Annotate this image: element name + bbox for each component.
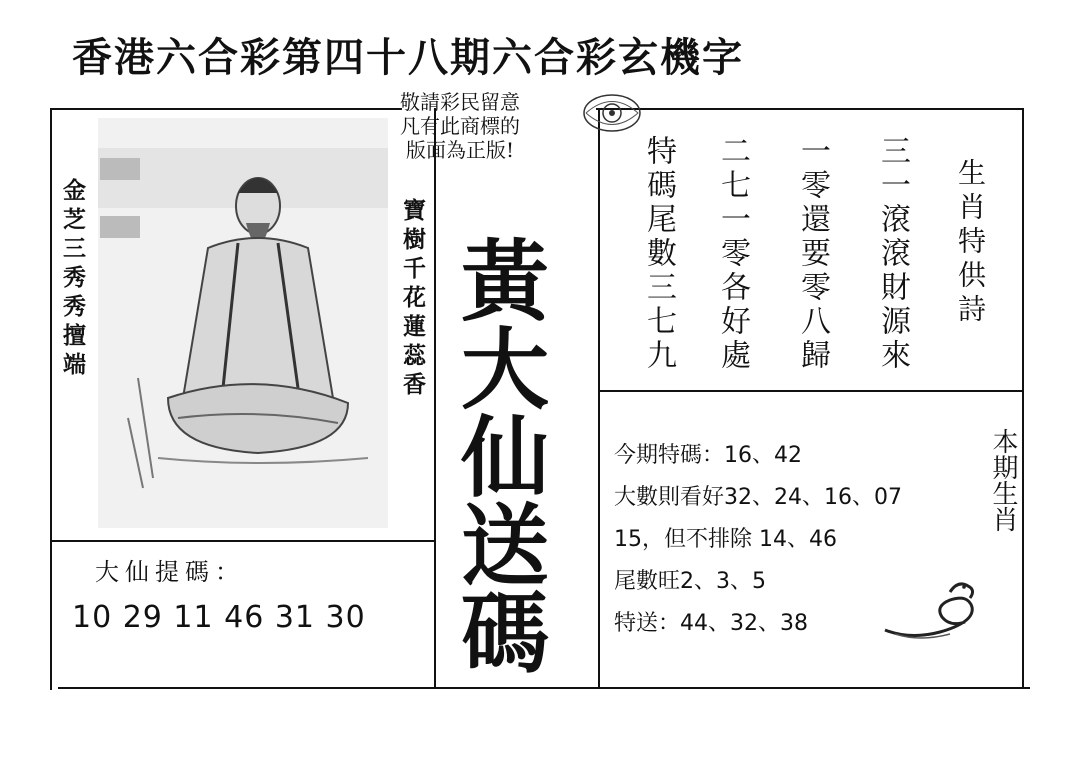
notice-line-1: 敬請彩民留意 xyxy=(400,90,520,114)
big-numbers-line-2: 15，但不排除 14、46 xyxy=(614,527,837,552)
tip-label: 大仙提碼： xyxy=(95,558,245,586)
send-numbers: 特送：44、32、38 xyxy=(614,611,808,636)
poem-line-1: 三一滾滾財源來 xyxy=(875,135,910,373)
authenticity-notice xyxy=(400,90,520,162)
page-title: 香港六合彩第四十八期六合彩玄機字 xyxy=(72,34,744,81)
figure-illustration-icon xyxy=(98,118,388,528)
notice-line-3: 版面為正版! xyxy=(405,138,515,162)
deity-figure xyxy=(98,118,388,528)
frame-top-left xyxy=(50,108,402,110)
frame-right xyxy=(1022,108,1024,688)
right-verse-column: 寶樹千花蓮蕊香 xyxy=(399,198,426,401)
zodiac-label: 本期生肖 xyxy=(988,428,1018,532)
trademark-logo xyxy=(580,88,644,138)
notice-line-2: 凡有此商標的 xyxy=(400,114,520,138)
logo-icon xyxy=(580,88,644,138)
snake-icon xyxy=(880,572,990,646)
poem-line-4: 特碼尾數三七九 xyxy=(641,135,676,373)
special-numbers: 今期特碼：16、42 xyxy=(614,443,802,468)
frame-divider-2 xyxy=(598,108,600,688)
left-verse-column: 金芝三秀秀擅端 xyxy=(59,178,86,381)
poem-line-2: 一零還要零八歸 xyxy=(795,135,830,373)
tip-numbers: 10 29 11 46 31 30 xyxy=(72,600,366,635)
frame-top-right xyxy=(596,108,1024,110)
frame-mid-left-h xyxy=(52,540,436,542)
frame-divider-1 xyxy=(434,108,436,688)
poem-title: 生肖特供詩 xyxy=(954,158,987,328)
snake-drawing-icon xyxy=(880,572,990,642)
tail-numbers: 尾數旺2、3、5 xyxy=(614,569,766,594)
frame-left xyxy=(50,108,52,690)
poem-line-3: 二七一零各好處 xyxy=(715,135,750,373)
frame-bottom xyxy=(58,687,1030,689)
big-numbers-line-1: 大數則看好32、24、16、07 xyxy=(614,485,902,510)
main-title: 黃大仙送碼 xyxy=(447,235,550,675)
frame-mid-right-h xyxy=(598,390,1024,392)
